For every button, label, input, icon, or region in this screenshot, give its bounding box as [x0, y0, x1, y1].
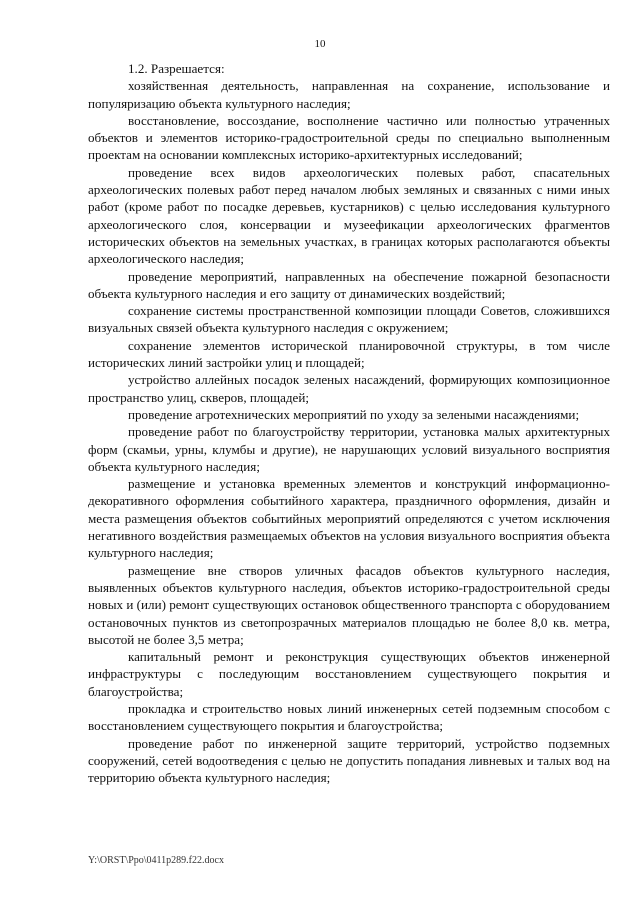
paragraph: капитальный ремонт и реконструкция существующих объектов инженерной инфраструктуры с последующим восстановлением существующего покрытия и благоустройства; — [88, 649, 610, 699]
file-path-footer: Y:\ORST\Ppo\0411p289.f22.docx — [88, 855, 224, 866]
paragraph: устройство аллейных посадок зеленых насаждений, формирующих композиционное пространство улиц, скверов, площадей; — [88, 372, 610, 405]
paragraph: проведение мероприятий, направленных на обеспечение пожарной безопасности объекта культурного наследия и его защиту от динамических воздействий; — [88, 268, 610, 301]
paragraph: проведение работ по инженерной защите территорий, устройство подземных сооружений, сетей водоотведения с целью не допустить попадания ливневых и талых вод на территорию объекта культурного наследия; — [88, 735, 610, 786]
paragraph: проведение всех видов археологических полевых работ, спасательных археологических полевых работ перед началом любых земляных и связанных с ними иных работ (кроме работ по посадке деревьев, кустарников) с целью исследования культурного археологического слоя, консервации и музеефикации археологических фрагментов исторических объектов на земельных участках, в границах которых располагаются объекты археологического наследия; — [88, 164, 610, 267]
paragraph: проведение работ по благоустройству территории, установка малых архитектурных форм (скамьи, урны, клумбы и другие), не нарушающих условий визуального восприятия объекта культурного наследия; — [88, 424, 610, 474]
document-body — [88, 60, 610, 786]
paragraph: хозяйственная деятельность, направленная на сохранение, использование и популяризацию объекта культурного наследия; — [88, 78, 610, 111]
paragraph: восстановление, воссоздание, восполнение частично или полностью утраченных объектов и элементов историко-градостроительной среды по специально выполненным проектам на основании комплексных историко-архитектурных исследований; — [88, 112, 610, 163]
paragraph: проведение агротехнических мероприятий по уходу за зелеными насаждениями; — [128, 406, 580, 422]
paragraph: сохранение системы пространственной композиции площади Советов, сложившихся визуальных связей объекта культурного наследия с окружением; — [88, 303, 610, 336]
paragraph: размещение и установка временных элементов и конструкций информационно-декоративного оформления событийного характера, праздничного оформления, дизайн и места размещения объектов событийных мероприятий определяются с учетом исключения негативного воздействия размещаемых объектов на условия визуального восприятия объекта культурного наследия; — [88, 476, 610, 561]
paragraph: сохранение элементов исторической планировочной структуры, в том числе исторических линий застройки улиц и площадей; — [88, 337, 610, 371]
paragraph: прокладка и строительство новых линий инженерных сетей подземным способом с восстановлением существующего покрытия и благоустройства; — [88, 700, 610, 734]
paragraph: размещение вне створов уличных фасадов объектов культурного наследия, выявленных объектов культурного наследия, объектов историко-градостроительной среды новых и (или) ремонт существующих остановок общественного транспорта с оборудованием остановочных пунктов из светопрозрачных материалов площадью не более 8,0 кв. метра, высотой не более 3,5 метра; — [88, 562, 610, 647]
page-number: 10 — [314, 38, 326, 50]
section-heading: 1.2. Разрешается: — [128, 61, 225, 76]
